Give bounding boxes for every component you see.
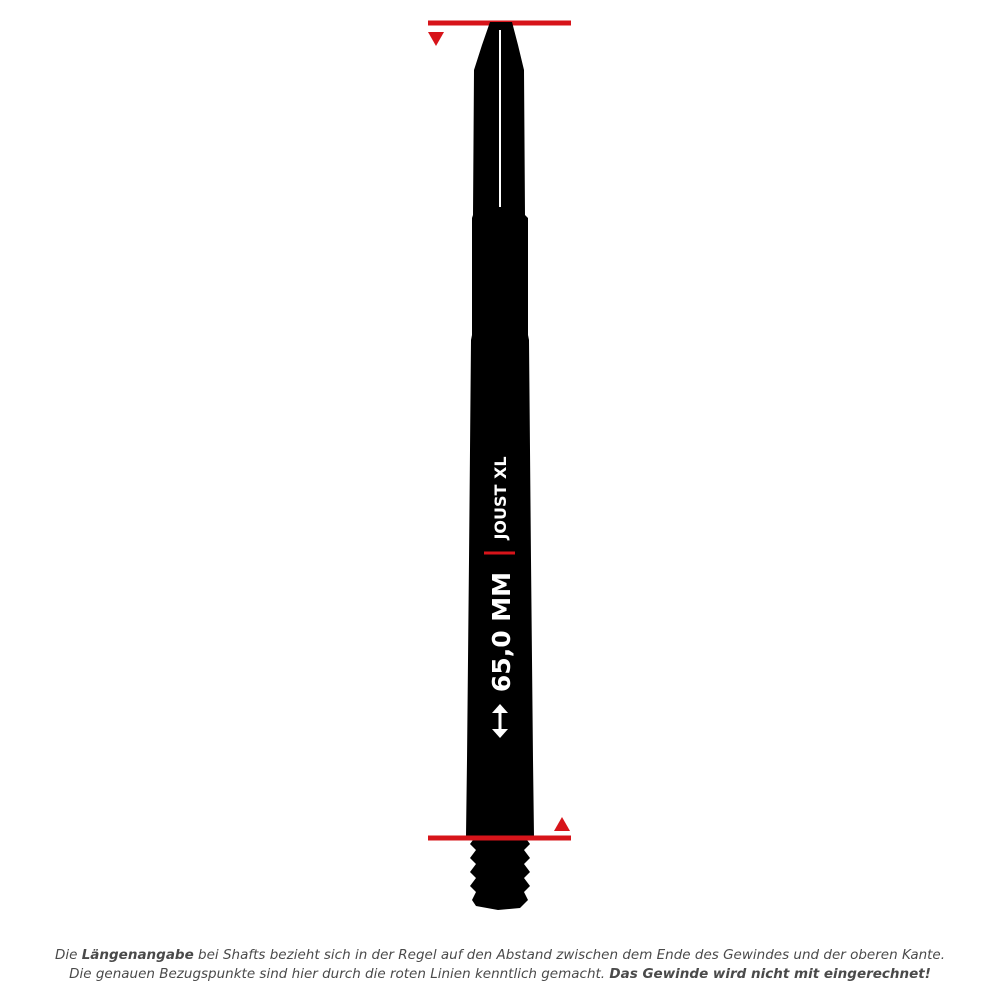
caption-emphasis-1: Längenangabe	[81, 947, 194, 963]
caption-line-1: Die Längenangabe bei Shafts bezieht sich in der Regel auf den Abstand zwischen dem Ende des Gewindes und der oberen Kante.	[54, 947, 946, 963]
caption	[0, 946, 1000, 984]
shaft-thread	[470, 836, 530, 910]
bottom-reference-arrow-icon	[554, 817, 570, 831]
caption-emphasis-2: Das Gewinde wird nicht mit eingerechnet!	[609, 966, 931, 982]
length-label: 65,0 MM	[487, 571, 516, 693]
top-reference-arrow-icon	[428, 32, 444, 46]
caption-line-2: Die genauen Bezugspunkte sind hier durch die roten Linien kenntlich gemacht. Das Gewinde wird nicht mit eingerechnet!	[69, 966, 931, 982]
product-name: JOUST XL	[491, 456, 510, 540]
